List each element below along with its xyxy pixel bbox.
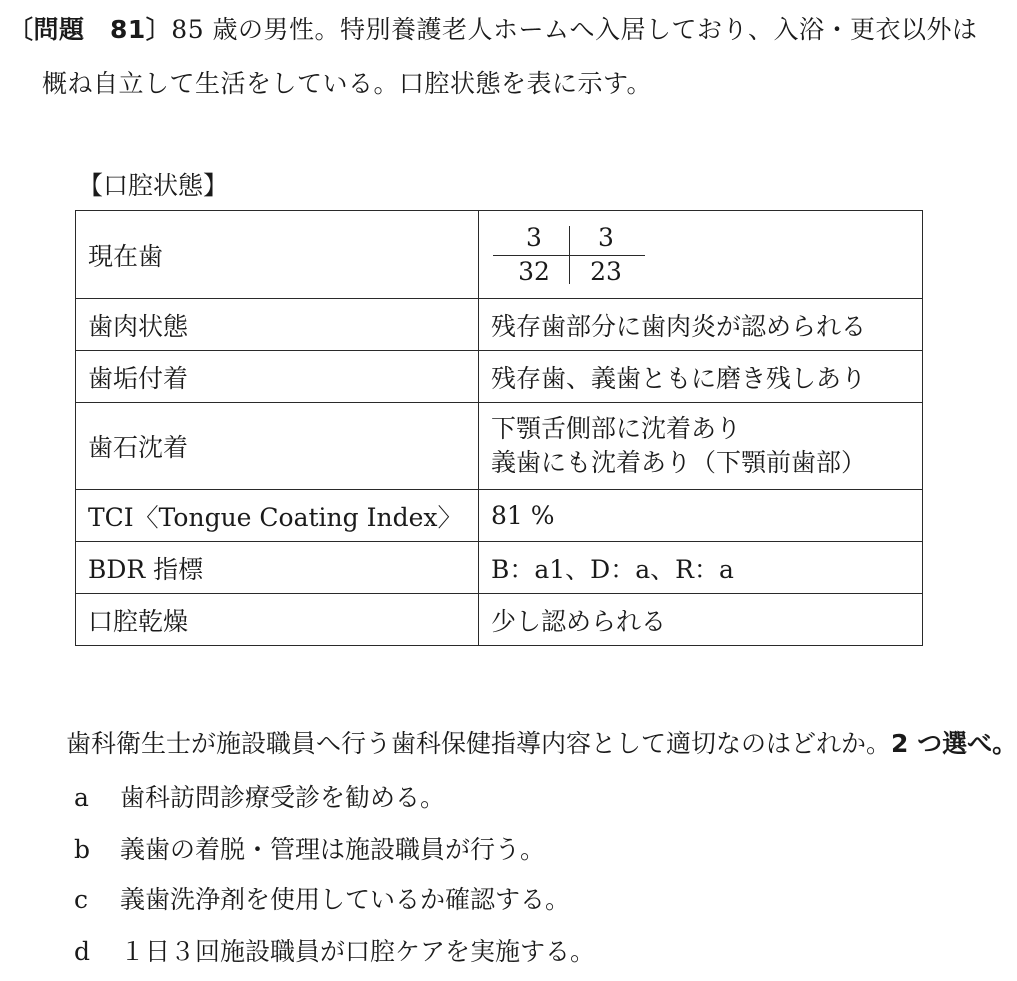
option-text: 歯科訪問診療受診を勧める。 xyxy=(120,783,446,812)
row-value xyxy=(479,403,923,490)
answer-option-b[interactable] xyxy=(74,834,545,866)
formula-upper-left: 3 xyxy=(598,222,614,252)
row-label: 口腔乾燥 xyxy=(76,594,479,646)
row-value: 少し認められる xyxy=(479,594,923,646)
row-value: 81 % xyxy=(479,490,923,542)
option-text: 義歯洗浄剤を使用しているか確認する。 xyxy=(120,885,571,914)
formula-vertical-line xyxy=(569,226,570,284)
row-value-line-1: 下顎舌側部に沈着あり xyxy=(491,414,742,443)
question-prompt-text: 歯科衛生士が施設職員へ行う歯科保健指導内容として適切なのはどれか。 xyxy=(66,729,892,758)
question-prompt xyxy=(66,728,1017,760)
table-row xyxy=(76,490,923,542)
formula-lower-right: 32 xyxy=(518,256,550,286)
answer-option-d[interactable] xyxy=(74,936,595,968)
question-stem-line-2: 概ね自立して生活をしている。口腔状態を表に示す。 xyxy=(42,69,653,98)
row-label: BDR 指標 xyxy=(76,542,479,594)
option-key: c xyxy=(74,885,89,914)
row-label: TCI〈Tongue Coating Index〉 xyxy=(76,490,479,542)
row-label: 現在歯 xyxy=(76,211,479,299)
option-key: d xyxy=(74,937,91,966)
formula-upper-right: 3 xyxy=(526,222,542,252)
table-row xyxy=(76,542,923,594)
option-key: b xyxy=(74,835,91,864)
option-text: １日３回施設職員が口腔ケアを実施する。 xyxy=(120,937,596,966)
row-value: 残存歯部分に歯肉炎が認められる xyxy=(479,299,923,351)
question-instruction: 2 つ選べ。 xyxy=(891,729,1017,758)
formula-lower-left: 23 xyxy=(590,256,622,286)
option-text: 義歯の着脱・管理は施設職員が行う。 xyxy=(120,835,546,864)
answer-option-a[interactable] xyxy=(74,782,445,814)
question-stem-line-1 xyxy=(8,14,978,46)
table-row xyxy=(76,351,923,403)
row-value: B：a1、D：a、R：a xyxy=(479,542,923,594)
option-key: a xyxy=(74,783,89,812)
table-caption: 【口腔状態】 xyxy=(78,171,229,200)
row-value-dental-formula xyxy=(479,211,923,299)
table-row xyxy=(76,594,923,646)
question-stem-text-1: 85 歳の男性。特別養護老人ホームへ入居しており、入浴・更衣以外は xyxy=(171,15,978,44)
answer-option-c[interactable] xyxy=(74,884,570,916)
row-value: 残存歯、義歯ともに磨き残しあり xyxy=(479,351,923,403)
row-value-line-2: 義歯にも沈着あり（下顎前歯部） xyxy=(491,448,867,477)
table-row xyxy=(76,403,923,490)
row-label: 歯石沈着 xyxy=(76,403,479,490)
question-number: 〔問題 81〕 xyxy=(8,15,172,44)
table-row xyxy=(76,211,923,299)
row-label: 歯垢付着 xyxy=(76,351,479,403)
oral-condition-table xyxy=(75,210,923,646)
table-row xyxy=(76,299,923,351)
row-label: 歯肉状態 xyxy=(76,299,479,351)
dental-formula xyxy=(493,222,663,288)
